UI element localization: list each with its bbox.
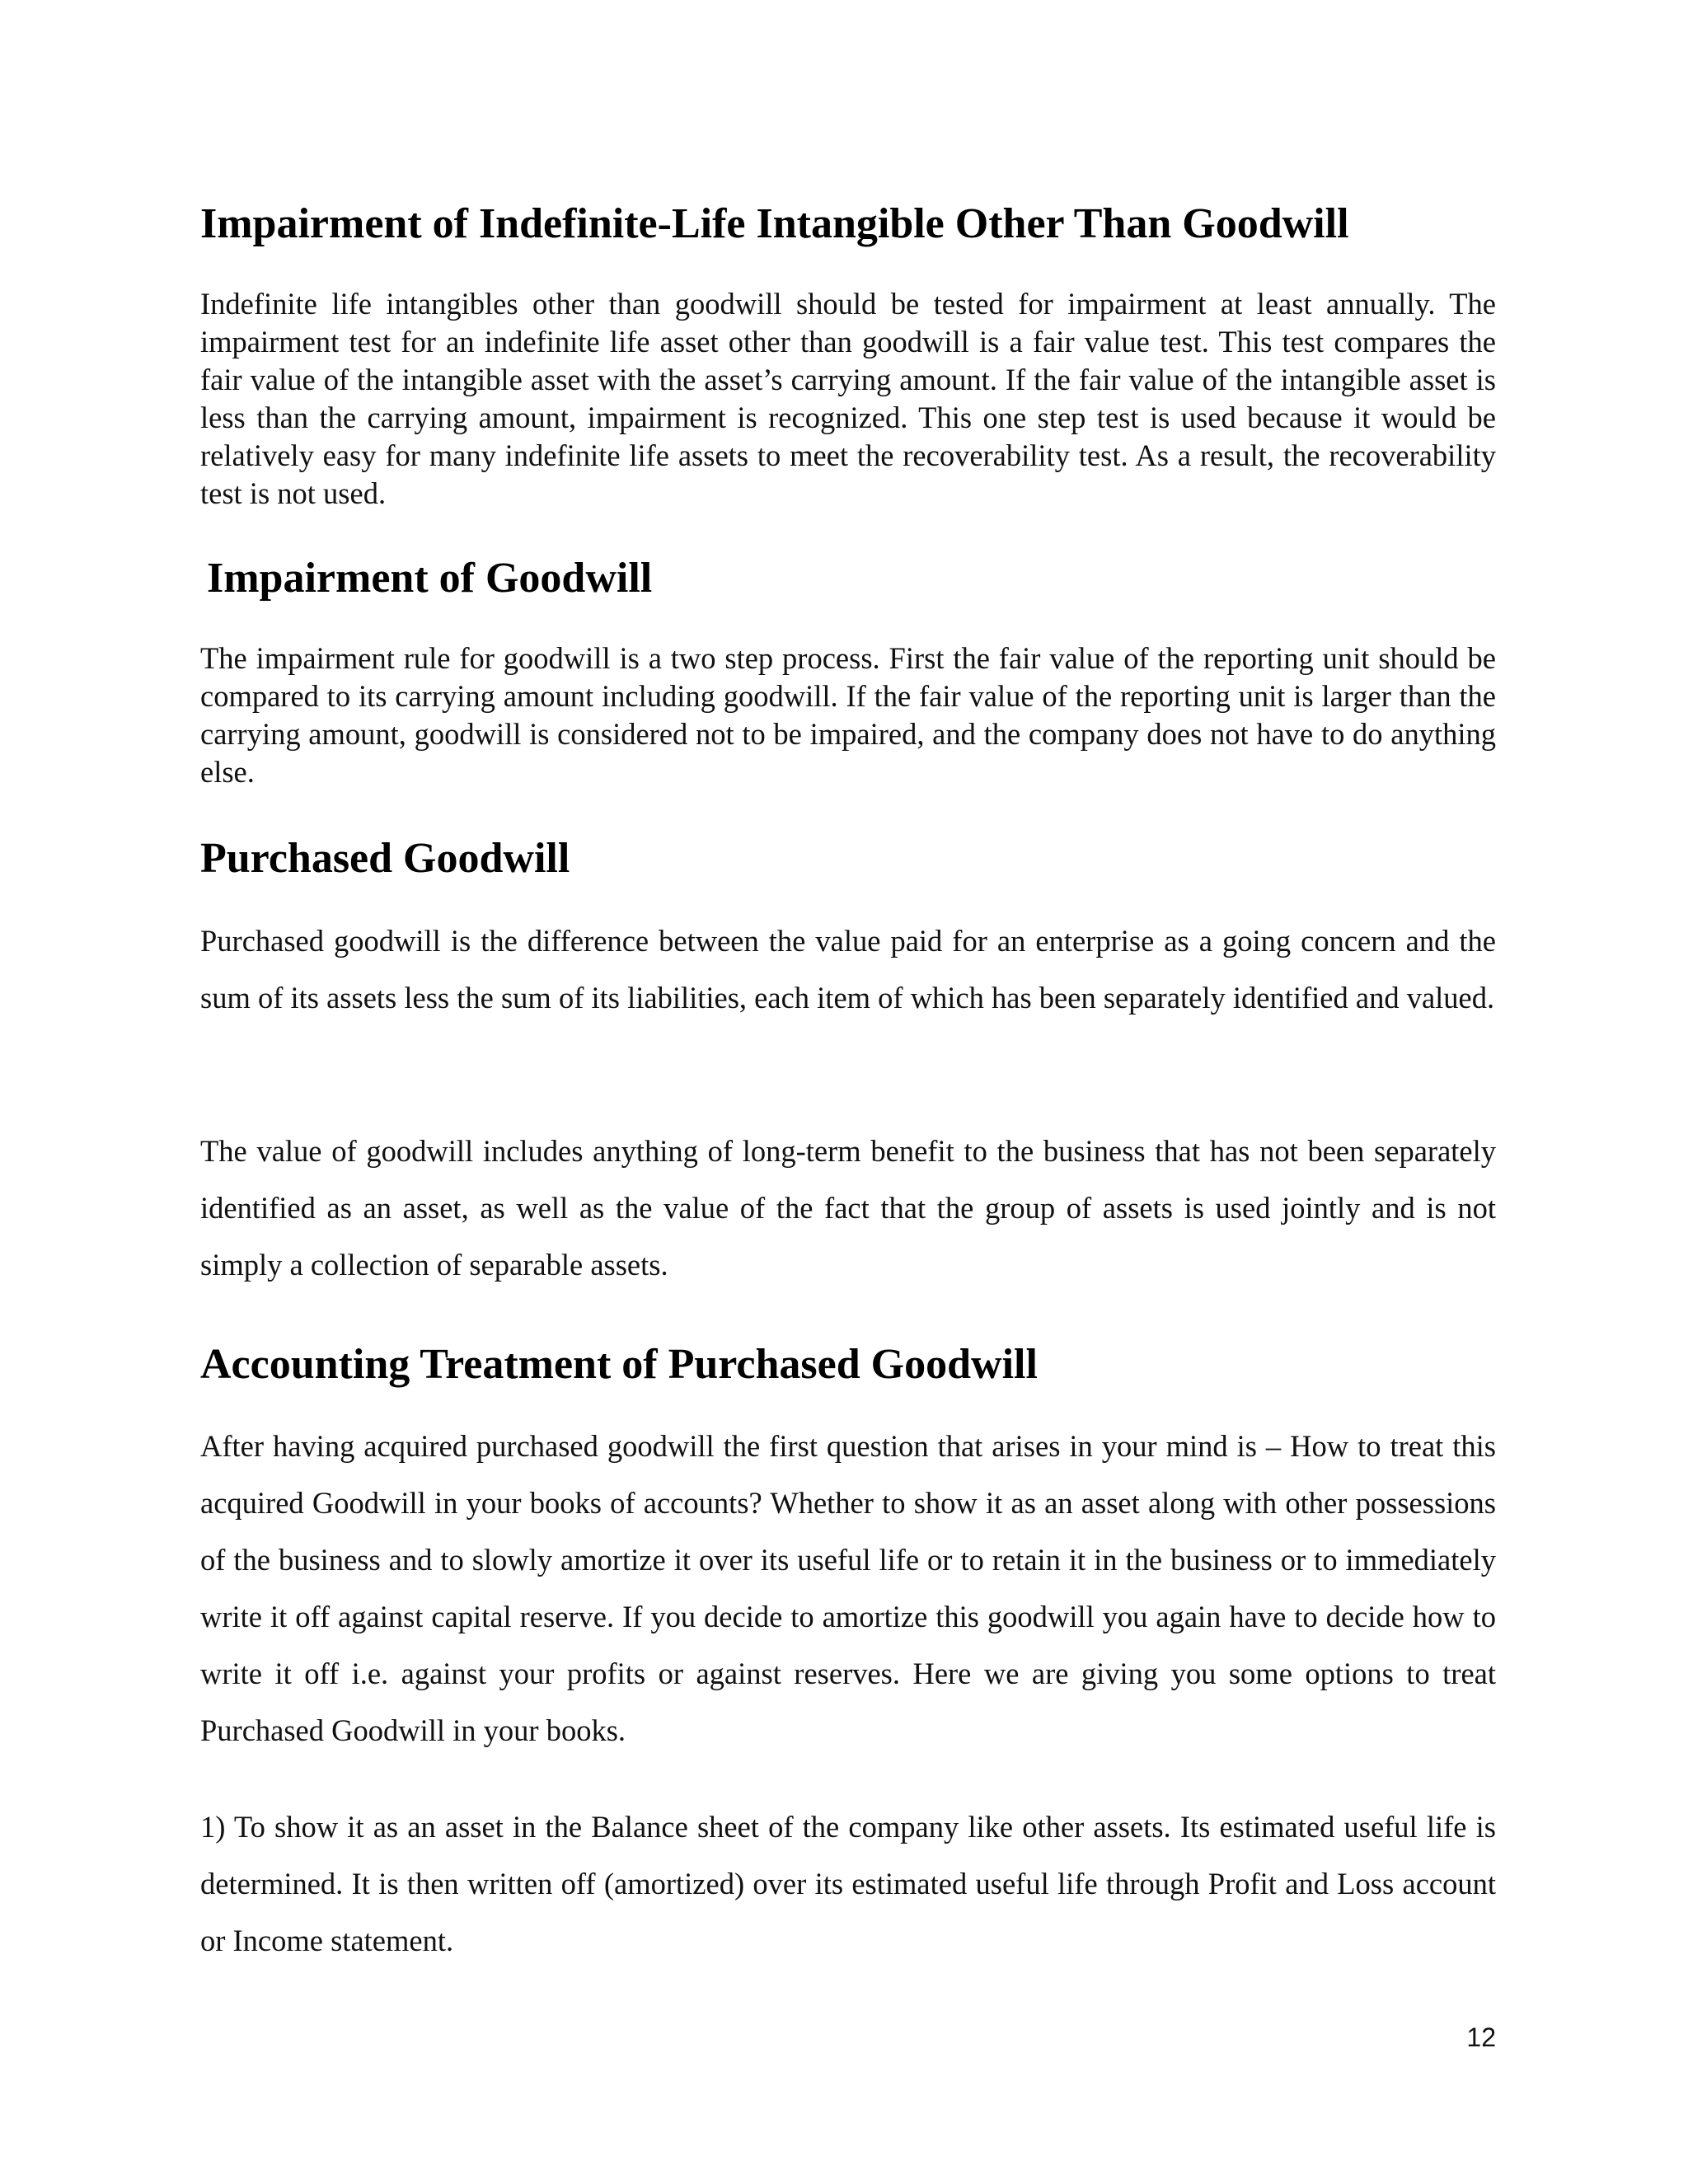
paragraph-goodwill-impairment: The impairment rule for goodwill is a two step process. First the fair value of the reporting unit should be compared to its carrying amount including goodwill. If the fair value of the reporting unit is larger than the carrying amount, goodwill is considered not to be impaired, and the company does not have to do anything else. xyxy=(200,641,1496,789)
section-heading-purchased-goodwill: Purchased Goodwill xyxy=(200,835,570,882)
paragraph-purchased-goodwill-value: The value of goodwill includes anything of long-term benefit to the business that has not been separately identified as an asset, as well as the value of the fact that the group of assets is used jointly and is not simply a collection of separable assets. xyxy=(200,1134,1496,1282)
section-heading-indefinite-life-impairment: Impairment of Indefinite-Life Intangible Other Than Goodwill xyxy=(200,200,1349,247)
paragraph-accounting-treatment: After having acquired purchased goodwill the first question that arises in your mind is – How to treat this acquired Goodwill in your books of accounts? Whether to show it as an asset along with other possessions of the business and to slowly amortize it over its useful life or to retain it in the business or to immediately write it off against capital reserve. If you decide to amortize this goodwill you again have to decide how to write it off i.e. against your profits or against reserves. Here we are giving you some options to treat Purchased Goodwill in your books. xyxy=(200,1429,1496,1747)
section-heading-goodwill-impairment: Impairment of Goodwill xyxy=(207,555,653,602)
section-heading-accounting-treatment: Accounting Treatment of Purchased Goodwill xyxy=(200,1341,1038,1388)
paragraph-option-1: 1) To show it as an asset in the Balance sheet of the company like other assets. Its estimated useful life is determined. It is then written off (amortized) over its estimated useful life through Profit and Loss account or Income statement. xyxy=(200,1810,1496,1957)
paragraph-indefinite-life-impairment: Indefinite life intangibles other than goodwill should be tested for impairment at least annually. The impairment test for an indefinite life asset other than goodwill is a fair value test. This test compares the fair value of the intangible asset with the asset’s carrying amount. If the fair value of the intangible asset is less than the carrying amount, impairment is recognized. This one step test is used because it would be relatively easy for many indefinite life assets to meet the recoverability test. As a result, the recoverability test is not used. xyxy=(200,287,1496,510)
page-number: 12 xyxy=(1466,2022,1496,2052)
paragraph-purchased-goodwill-definition: Purchased goodwill is the difference between the value paid for an enterprise as a going concern and the sum of its assets less the sum of its liabilities, each item of which has been separately identified and valued. xyxy=(200,924,1496,1015)
